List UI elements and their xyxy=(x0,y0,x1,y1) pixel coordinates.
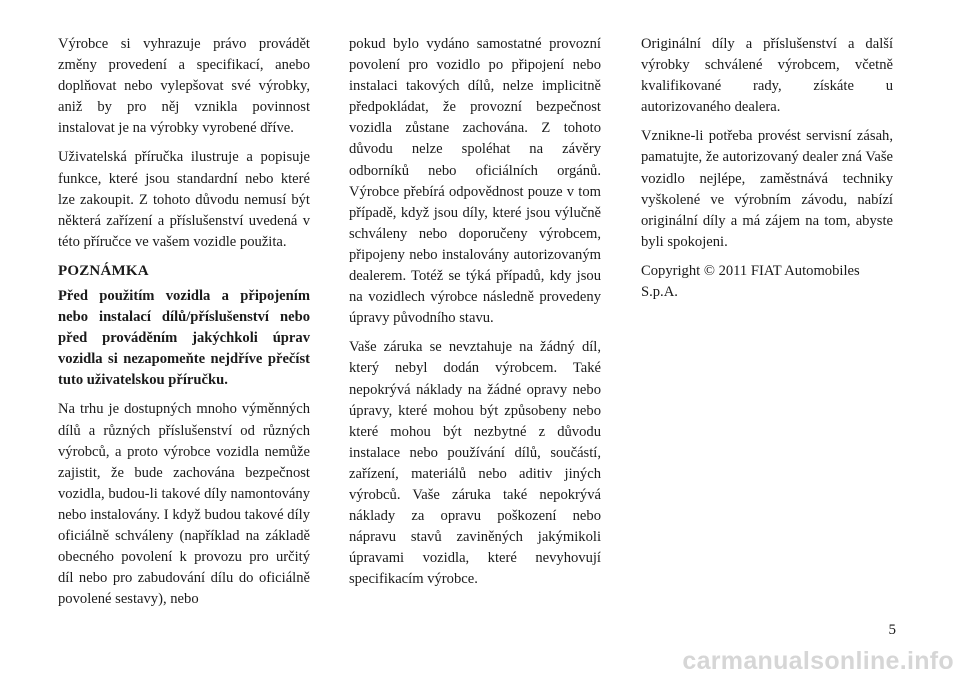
paragraph-service: Vznikne-li potřeba provést servisní zásah, pamatujte, že autorizovaný dealer zná Vaše vozidlo nejlépe, zaměstnává techniky vyškolené ve výrobním závodu, nabízí originální díly a má zájem na tom, abyste byli spokojeni. xyxy=(641,128,893,250)
text-column-3 xyxy=(641,34,893,311)
paragraph-manufacturer-rights: Výrobce si vyhrazuje právo provádět změny provedení a specifikací, anebo doplňovat nebo vylepšovat své výrobky, aniž by pro něj vznikla povinnost instalovat je na výrobky vyrobené dříve. xyxy=(58,36,310,137)
note-warning: Před použitím vozidla a připojením nebo instalací dílů/příslušenství nebo před prováděním jakýchkoli úprav vozidla si nezapomeňte nejdříve přečíst tuto uživatelskou příručku. xyxy=(58,287,310,389)
paragraph-warranty-exclusions: Vaše záruka se nevztahuje na žádný díl, který nebyl dodán výrobcem. Také nepokrývá náklady na žádné opravy nebo úpravy, které mohou být způsobeny nebo které mohou být nezbytné z důvodu instalace nebo používání dílů, součástí, zařízení, materiálů nebo aditiv jiných výrobců. Vaše záruka také nepokrývá náklady za opravu poškození nebo nápravu stavů zaviněných jakýmikoli úpravami vozidla, které nevyhovují specifikacím výrobce. xyxy=(349,339,601,588)
paragraph-original-parts: Originální díly a příslušenství a další výrobky schválené výrobcem, včetně kvalifikované rady, získáte u autorizovaného dealera. xyxy=(641,36,893,116)
paragraph-manual-scope: Uživatelská příručka ilustruje a popisuje funkce, které jsou standardní nebo které lze zakoupit. Z tohoto důvodu nemusí být některá zařízení a příslušenství uvedená v této příručce ve vašem vozidle použita. xyxy=(58,149,310,250)
paragraph-operating-permit: pokud bylo vydáno samostatné provozní povolení pro vozidlo po připojení nebo instalaci takových dílů, nelze implicitně předpokládat, že provozní bezpečnost vozidla zůstane zachována. Z tohoto důvodu nelze spoléhat na závěry odborníků nebo oficiálních orgánů. Výrobce přebírá odpovědnost pouze v tom případě, když jsou díly, které jsou výlučně schváleny nebo doporučeny výrobcem, připojeny nebo instalovány autorizovaným dealerem. Totéž se týká případů, kdy jsou na vozidlech výrobce následně provedeny úpravy původního stavu. xyxy=(349,36,601,327)
page-number: 5 xyxy=(888,622,896,638)
watermark-text: carmanualsonline.info xyxy=(682,647,954,675)
text-column-1 xyxy=(58,34,310,618)
note-heading: POZNÁMKA xyxy=(58,262,149,279)
paragraph-aftermarket-parts: Na trhu je dostupných mnoho výměnných dílů a různých příslušenství od různých výrobců, a proto výrobce vozidla nemůže zajistit, že bude zachována bezpečnost vozidla, budou-li takové díly namontovány nebo instalovány. I když budou takové díly oficiálně schváleny (například na základě obecného povolení k provozu pro určitý díl nebo pro zabudování dílu do oficiálně povolené sestavy), nebo xyxy=(58,401,310,608)
text-column-2 xyxy=(349,34,601,598)
copyright-notice: Copyright © 2011 FIAT Automobiles S.p.A. xyxy=(641,262,860,301)
